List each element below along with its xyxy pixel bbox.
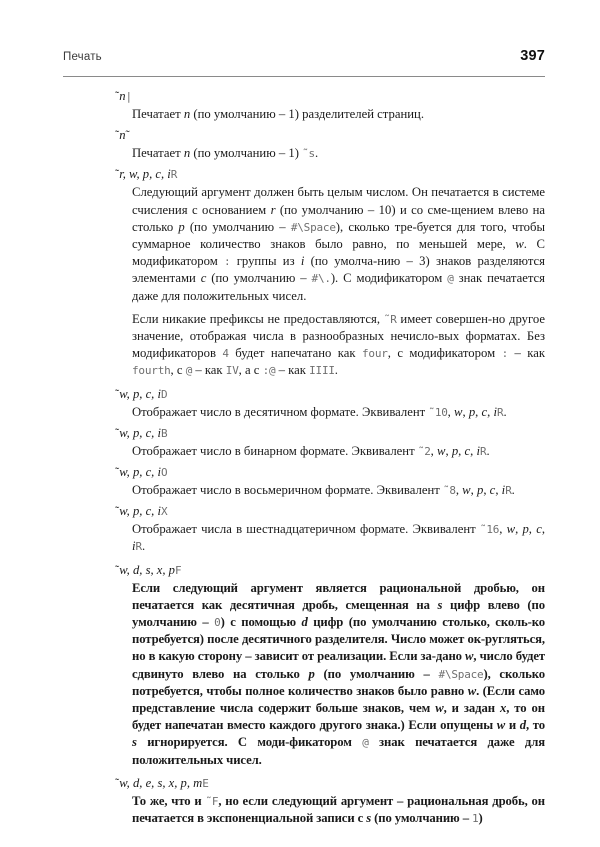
directive-description: Следующий аргумент должен быть целым числом. Он печатается в системе счисления с основанием r (по умолчанию – 10) и со сме‑щением влево на столько p (по умолчанию – #\Space), сколько тре‑буется для того, чтобы суммарное количество знаков было равно, по меньшей мере, w. С модификатором : группы из i (по умолча‑нию – 3) знаков разделяются элементами c (по умолчанию – #\.). С модификатором @ знак печатается даже для положительных чисел. xyxy=(132,185,546,303)
definition-entry xyxy=(0,464,600,499)
running-head-title: Печать xyxy=(63,51,102,63)
directive-term: ˜w, d, e, s, x, p, mE xyxy=(115,775,209,790)
header-divider xyxy=(63,76,545,77)
definition-entry xyxy=(0,775,600,827)
definition-entry xyxy=(0,425,600,460)
directive-description: Отображает число в десятичном формате. Эквивалент ˜10, w, p, c, iR. xyxy=(132,404,507,419)
directive-term: ˜n| xyxy=(115,89,132,103)
directive-description: Отображает числа в шестнадцатеричном формате. Эквивалент ˜16, w, p, c, iR. xyxy=(132,522,545,554)
running-head xyxy=(63,48,545,64)
directive-term: ˜w, p, c, iO xyxy=(115,465,168,480)
directive-description: Отображает число в бинарном формате. Эквивалент ˜2, w, p, c, iR. xyxy=(132,443,490,458)
directive-description: Отображает число в восьмеричном формате. Эквивалент ˜8, w, p, c, iR. xyxy=(132,483,515,498)
directive-term: ˜w, p, c, iX xyxy=(115,504,168,519)
definition-entry xyxy=(0,127,600,162)
directive-description: То же, что и ˜F, но если следующий аргумент – рациональная дробь, он печатается в экспоненциальной записи с s (по умолчанию – 1) xyxy=(132,793,545,826)
directive-description: Печатает n (по умолчанию – 1) ˜s. xyxy=(132,146,319,161)
definition-list xyxy=(0,88,600,829)
directive-term: ˜w, p, c, iD xyxy=(115,386,168,401)
page-number: 397 xyxy=(520,48,545,64)
directive-description: Если следующий аргумент является рациональной дробью, он печатается как десятичная дробь, смещенная на s цифр влево (по умолчанию – 0) с помощью d цифр (по умолчанию столько, сколь‑ко потребуется) после десятичного разделителя. Число может ок‑ругляться, но в какую сторону – зависит от реализации. Если за‑дано w, число будет сдвинуто влево на столько p (по умолчанию – #\Space), сколько потребуется, чтобы полное количество знаков было равно w. (Если само представление числа содержит больше знаков, чем w, и задан x, то он будет напечатан вместо каждого другого знака.) Если опущены w и d, то s игнорируется. С моди‑фикатором @ знак печатается даже для положительных чисел. xyxy=(132,580,545,767)
directive-term: ˜w, d, s, x, pF xyxy=(115,562,182,577)
directive-term: ˜r, w, p, c, iR xyxy=(115,167,178,182)
directive-description: Печатает n (по умолчанию – 1) разделителей страниц. xyxy=(132,107,425,121)
definition-entry xyxy=(0,386,600,421)
definition-entry xyxy=(0,503,600,555)
directive-description: Если никакие префиксы не предоставляются, ˜R имеет совершен‑но другое значение, отображая числа в разнообразных нечисло‑вых форматах. Без модификаторов 4 будет напечатано как four, с модификатором : – как fourth, с @ – как IV, а с :@ – как IIII. xyxy=(132,311,545,378)
definition-entry xyxy=(0,166,600,379)
definition-entry xyxy=(0,562,600,769)
directive-term: ˜w, p, c, iB xyxy=(115,425,168,440)
definition-entry xyxy=(0,88,600,123)
directive-term: ˜n˜ xyxy=(115,128,130,143)
